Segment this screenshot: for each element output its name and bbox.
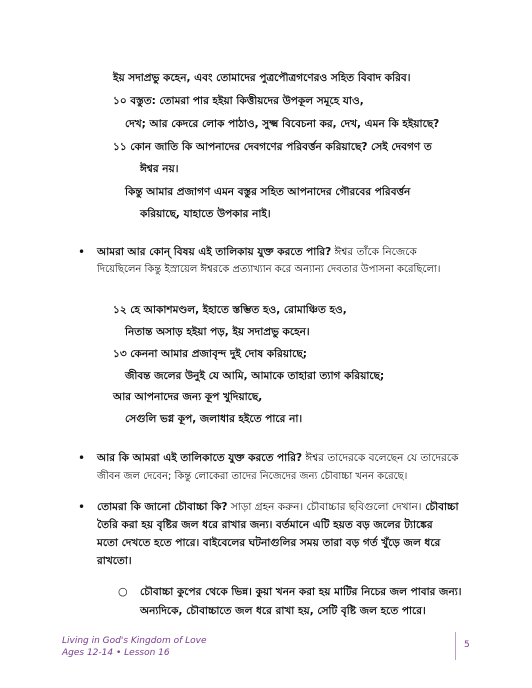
bullet-dot: •: [78, 451, 86, 465]
bullet-question: [97, 451, 458, 465]
verse-line: করিয়াছে, যাহাতে উপকার নাই।: [140, 208, 271, 220]
verse-line: ১২ হে আকাশমণ্ডল, ইহাতে স্তম্ভিত হও, রোমাঞ্চিত হও,: [113, 304, 347, 316]
bullet-question-bold: চৌবাচ্চা: [421, 501, 459, 513]
sub-bullet-circle: ○: [118, 585, 128, 598]
bullet-question-bold: আর কি আমরা এই তালিকাতে যুক্ত করতে পারি?: [97, 452, 303, 464]
verse-line: কিন্তু আমার প্রজাগণ এমন বস্তুর সহিত আপনাদের গৌরবের পরিবর্ত্তন: [125, 186, 411, 198]
bullet-question-bold: আমরা আর কোন্‌ বিষয় এই তালিকায় যুক্ত করতে পারি?: [97, 246, 332, 258]
page-number: 5: [464, 640, 470, 650]
verse-line: দেখ; আর কেদরে লোক পাঠাও, সুক্ষ্ম বিবেচনা কর, দেখ, এমন কি হইয়াছে?: [125, 118, 440, 130]
verse-line: ১০ বস্তুত: তোমরা পার হইয়া কিত্তীয়দের উপকূল সমূহে যাও,: [113, 95, 364, 107]
bullet-question-text: সাড়া গ্রহন করুন। চৌবাচ্চার ছবিগুলো দেখান।: [227, 501, 422, 513]
verse-line: নিতান্ত অসাড় হইয়া পড়, ইয় সদাপ্রভু কহেন।: [125, 326, 310, 338]
verse-line: ১১ কোন জাতি কি আপনাদের দেবগণের পরিবর্ত্তন করিয়াছে? সেই দেবগণ ত: [113, 141, 432, 153]
bullet-question: [97, 245, 417, 259]
footer-subtitle: Ages 12-14 • Lesson 16: [62, 648, 170, 658]
bullet-text: মতো দেখতে হতে পারে। বাইবেলের ঘটনাগুলির সময় তারা বড় গর্ত খুঁড়ে জল ধরে: [97, 537, 441, 549]
bullet-dot: •: [78, 245, 86, 259]
verse-line: সেগুলি ভগ্ন কূপ, জলাধার হইতে পারে না।: [125, 413, 303, 425]
bullet-text: তৈরি করা হয় বৃষ্টির জল ধরে রাখার জন্য। বর্তমানে এটি হয়ত বড় জলের ট্যাঙ্কের: [97, 519, 433, 531]
bullet-question: [97, 500, 459, 514]
verse-line: ১৩ কেননা আমার প্রজাবৃন্দ দুই দোষ করিয়াছে;: [113, 348, 307, 360]
verse-line: জীবন্ত জলের উনুই যে আমি, আমাকে তাহারা ত্যাগ করিয়াছে;: [125, 370, 385, 382]
bullet-question-bold: তোমরা কি জানো চৌবাচ্চা কি?: [97, 501, 228, 513]
bullet-text: দিয়েছিলেন কিন্তু ইস্রায়েল ঈশ্বরকে প্রত্যাখ্যান করে অন্যান্য দেবতার উপাসনা করেছিলো।: [97, 264, 441, 275]
bullet-question-text: ঈশ্বর তাদেরকে বলেছেন যে তাদেরকে: [302, 452, 459, 464]
bullet-text: রাখতো।: [97, 555, 132, 567]
footer-divider: [455, 632, 456, 660]
verse-line: আর আপনাদের জন্য কূপ খুদিয়াছে,: [113, 391, 263, 403]
sub-bullet-text: অন্যদিকে, চৌবাচ্চাতে জল ধরে রাখা হয়, সেটি বৃষ্টি জল হতে পারে।: [140, 605, 426, 617]
bullet-question-text: ঈশ্বর তাঁকে নিজেকে: [331, 246, 417, 258]
verse-line: ঈশ্বর নয়।: [140, 163, 179, 175]
bullet-text: জীবন জল দেবেন; কিন্তু লোকেরা তাদের নিজেদের জন্য চৌবাচ্চা খনন করেছে।: [97, 471, 408, 482]
bullet-dot: •: [78, 500, 86, 514]
verse-line: ইয় সদাপ্রভু কহেন, এবং তোমাদের পুত্রপৌত্রগণেরও সহিত বিবাদ করিব।: [113, 72, 411, 84]
footer-title: Living in God's Kingdom of Love: [62, 636, 207, 646]
sub-bullet-text: চৌবাচ্চা কুপের থেকে ভিন্ন। কুয়া খনন করা হয় মাটির নিচের জল পাবার জন্য।: [140, 586, 462, 598]
